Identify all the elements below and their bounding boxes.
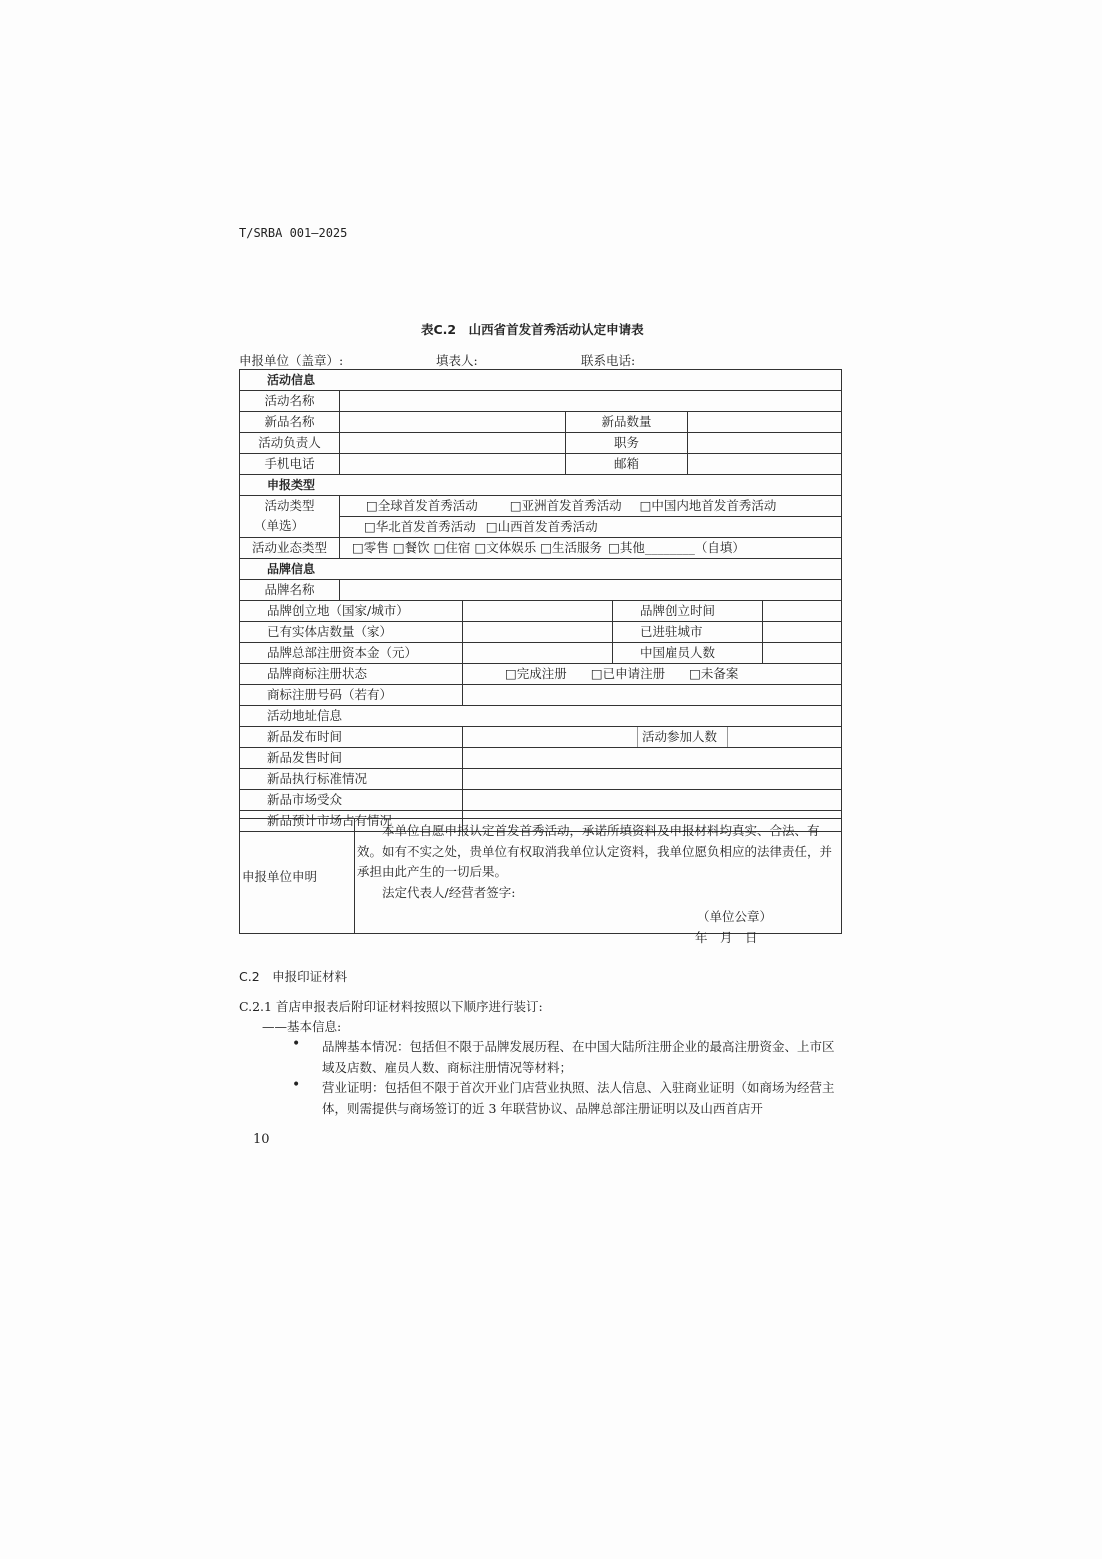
- label-audience: 新品市场受众: [240, 790, 463, 810]
- document-code: T/SRBA 001—2025: [239, 226, 348, 240]
- form-unit-label: 申报单位（盖章）:: [239, 353, 344, 368]
- label-single-choice: （单选）: [254, 518, 305, 533]
- seal-label: （单位公章）: [697, 909, 773, 924]
- label-store-count: 已有实体店数量（家）: [240, 622, 463, 642]
- field-store-count[interactable]: [463, 622, 613, 642]
- field-capital[interactable]: [463, 643, 613, 663]
- page-number: 10: [253, 1132, 270, 1147]
- bullet-business-proof: 营业证明：包括但不限于首次开业门店营业执照、法人信息、入驻商业证明（如商场为经营主体，则需提供与商场签订的近 3 年联营协议、品牌总部注册证明以及山西首店开: [322, 1080, 835, 1116]
- label-product-count: 新品数量: [566, 412, 688, 432]
- field-email[interactable]: [688, 454, 841, 474]
- label-mobile: 手机电话: [240, 454, 340, 474]
- label-position: 职务: [566, 433, 688, 453]
- label-activity-name: 活动名称: [240, 391, 340, 411]
- form-phone-label: 联系电话:: [581, 353, 636, 368]
- field-mobile[interactable]: [340, 454, 566, 474]
- label-cities: 已进驻城市: [613, 622, 763, 642]
- field-cities[interactable]: [763, 622, 841, 642]
- field-sale-time[interactable]: [463, 748, 841, 768]
- label-email: 邮箱: [566, 454, 688, 474]
- label-tm-number: 商标注册号码（若有）: [240, 685, 463, 705]
- declaration-content: [355, 819, 841, 945]
- field-participants[interactable]: [728, 727, 841, 747]
- label-product-name: 新品名称: [240, 412, 340, 432]
- label-activity-address: 活动地址信息: [267, 708, 343, 723]
- section-activity-info: 活动信息: [267, 373, 316, 387]
- field-activity-name[interactable]: [340, 391, 841, 411]
- option-entertainment[interactable]: □文体娱乐: [474, 540, 537, 555]
- signature-label: 法定代表人/经营者签字:: [382, 884, 516, 900]
- option-mainland[interactable]: □中国内地首发首秀活动: [639, 498, 777, 513]
- field-employees[interactable]: [763, 643, 841, 663]
- label-brand-name: 品牌名称: [240, 580, 340, 600]
- option-tm-applied[interactable]: □已申请注册: [590, 666, 666, 681]
- section-brand-info: 品牌信息: [267, 562, 316, 576]
- bullet-icon: •: [292, 1077, 301, 1093]
- label-brand-origin: 品牌创立地（国家/城市）: [240, 601, 463, 621]
- label-standard: 新品执行标准情况: [240, 769, 463, 789]
- option-other[interactable]: □其他________（自填）: [608, 540, 745, 555]
- label-brand-founded: 品牌创立时间: [613, 601, 763, 621]
- field-tm-number[interactable]: [463, 685, 841, 705]
- date-label: 年 月 日: [695, 929, 758, 945]
- bullet-icon: •: [292, 1036, 301, 1052]
- option-tm-unfiled[interactable]: □未备案: [689, 666, 739, 681]
- option-north-china[interactable]: □华北首发首秀活动: [364, 519, 476, 534]
- label-employees: 中国雇员人数: [613, 643, 763, 663]
- option-shanxi[interactable]: □山西首发首秀活动: [485, 519, 598, 534]
- field-standard[interactable]: [463, 769, 841, 789]
- label-sale-time: 新品发售时间: [240, 748, 463, 768]
- dash-item-basic-info: ——基本信息:: [262, 1019, 342, 1034]
- field-brand-name[interactable]: [340, 580, 841, 600]
- form-filler-label: 填表人:: [436, 353, 478, 368]
- option-catering[interactable]: □餐饮: [392, 540, 430, 555]
- table-title: 表C.2 山西省首发首秀活动认定申请表: [421, 322, 644, 337]
- bullet-brand-basics: 品牌基本情况：包括但不限于品牌发展历程、在中国大陆所注册企业的最高注册资金、上市区域及店数、雇员人数、商标注册情况等材料；: [322, 1039, 835, 1075]
- declaration-label: 申报单位申明: [240, 819, 355, 933]
- label-activity-type: [240, 496, 340, 537]
- clause-c2-1: C.2.1 首店申报表后附印证材料按照以下顺序进行装订:: [239, 999, 543, 1014]
- section-c2-heading: C.2 申报印证材料: [239, 969, 348, 984]
- declaration-text: 本单位自愿申报认定首发首秀活动，承诺所填资料及申报材料均真实、合法、有效。如有不实之处，贵单位有权取消我单位认定资料，我单位愿负相应的法律责任，并承担由此产生的一切后果。: [357, 823, 833, 879]
- field-brand-founded[interactable]: [763, 601, 841, 621]
- field-audience[interactable]: [463, 790, 841, 810]
- option-life-services[interactable]: □生活服务: [540, 540, 603, 555]
- label-market-share: 新品预计市场占有情况: [240, 811, 463, 831]
- label-business-type: 活动业态类型: [240, 538, 340, 558]
- label-release-time: 新品发布时间: [240, 727, 463, 747]
- label-tm-status: 品牌商标注册状态: [240, 664, 463, 684]
- label-activity-type-text: 活动类型: [264, 498, 315, 513]
- section-application-type: 申报类型: [267, 478, 316, 492]
- field-brand-origin[interactable]: [463, 601, 613, 621]
- option-global[interactable]: □全球首发首秀活动: [366, 498, 478, 513]
- option-asia[interactable]: □亚洲首发首秀活动: [509, 498, 622, 513]
- label-leader: 活动负责人: [240, 433, 340, 453]
- field-position[interactable]: [688, 433, 841, 453]
- declaration-row: [239, 818, 842, 945]
- field-product-name[interactable]: [340, 412, 566, 432]
- field-product-count[interactable]: [688, 412, 841, 432]
- option-tm-registered[interactable]: □完成注册: [505, 666, 567, 681]
- label-capital: 品牌总部注册资本金（元）: [240, 643, 463, 663]
- label-participants: 活动参加人数: [637, 727, 728, 747]
- option-retail[interactable]: □零售: [352, 540, 389, 555]
- field-leader[interactable]: [340, 433, 566, 453]
- field-release-time[interactable]: [463, 727, 637, 747]
- option-lodging[interactable]: □住宿: [433, 540, 471, 555]
- application-form-table: [239, 369, 842, 832]
